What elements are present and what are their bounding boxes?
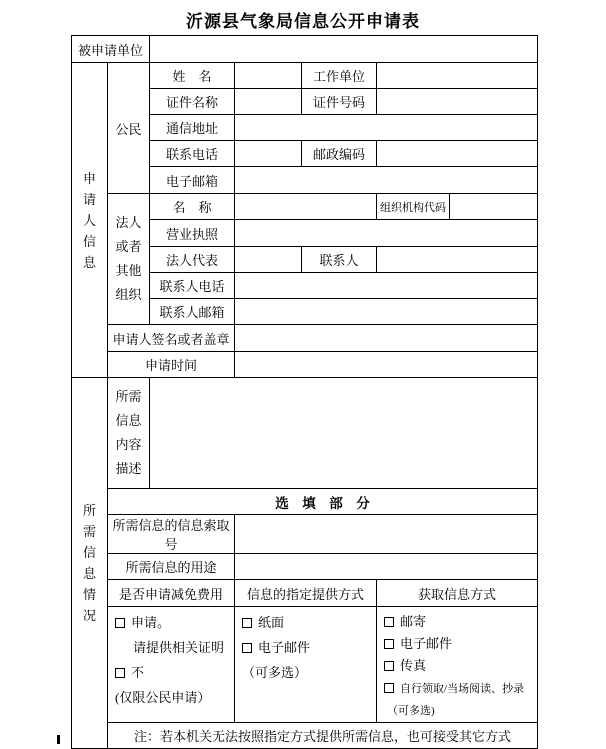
license-field[interactable] xyxy=(235,220,538,247)
cursor-caret-mark xyxy=(57,735,60,744)
description-label: 所需信息内容描述 xyxy=(108,378,150,489)
application-form-table xyxy=(71,35,538,749)
obtain-fax-checkbox[interactable] xyxy=(384,661,394,671)
description-field[interactable] xyxy=(150,378,538,489)
organization-group-label: 法人或者其他组织 xyxy=(108,194,150,325)
postcode-field[interactable] xyxy=(377,141,538,167)
obtain-self-option[interactable]: 自行领取/当场阅读、抄录 xyxy=(377,677,537,700)
contact-email-label: 联系人邮箱 xyxy=(150,299,235,325)
address-field[interactable] xyxy=(235,115,538,141)
email-label: 电子邮箱 xyxy=(150,167,235,194)
phone-field[interactable] xyxy=(235,141,302,167)
apply-time-field[interactable] xyxy=(235,352,538,378)
obtain-method-options xyxy=(377,607,538,723)
org-name-field[interactable] xyxy=(235,194,377,220)
fee-reduction-header: 是否申请减免费用 xyxy=(108,580,235,607)
contact-label: 联系人 xyxy=(302,247,377,273)
fee-proof-note: 请提供相关证明 xyxy=(133,640,225,655)
work-unit-field[interactable] xyxy=(377,63,538,89)
provide-email-checkbox[interactable] xyxy=(242,643,252,653)
obtain-mail-option[interactable]: 邮寄 xyxy=(377,611,537,633)
postcode-label: 邮政编码 xyxy=(302,141,377,167)
fee-no-checkbox[interactable] xyxy=(115,668,125,678)
fee-citizen-only-note: (仅限公民申请） xyxy=(115,690,211,705)
work-unit-label: 工作单位 xyxy=(302,63,377,89)
email-field[interactable] xyxy=(235,167,538,194)
form-note: 注：若本机关无法按照指定方式提供所需信息，也可接受其它方式 xyxy=(108,723,538,749)
provide-email-option[interactable]: 电子邮件 xyxy=(235,635,376,660)
legal-rep-field[interactable] xyxy=(235,247,302,273)
obtain-method-header: 获取信息方式 xyxy=(377,580,538,607)
applied-unit-field[interactable] xyxy=(150,36,538,63)
name-label: 姓 名 xyxy=(150,63,235,89)
provide-method-options xyxy=(235,607,377,723)
fee-apply-option[interactable]: 申请。 xyxy=(108,610,234,635)
address-label: 通信地址 xyxy=(150,115,235,141)
fee-reduction-options xyxy=(108,607,235,723)
contact-field[interactable] xyxy=(377,247,538,273)
provide-method-header: 信息的指定提供方式 xyxy=(235,580,377,607)
citizen-group-label: 公民 xyxy=(108,63,150,194)
provide-paper-option[interactable]: 纸面 xyxy=(235,610,376,635)
optional-part-title: 选 填 部 分 xyxy=(108,489,538,515)
contact-phone-label: 联系人电话 xyxy=(150,273,235,299)
retrieval-no-field[interactable] xyxy=(235,515,538,554)
cert-no-label: 证件号码 xyxy=(302,89,377,115)
obtain-multi-note: （可多选) xyxy=(387,705,435,717)
contact-phone-field[interactable] xyxy=(235,273,538,299)
org-code-label: 组织机构代码 xyxy=(377,194,450,220)
obtain-email-checkbox[interactable] xyxy=(384,639,394,649)
phone-label: 联系电话 xyxy=(150,141,235,167)
signature-label: 申请人签名或者盖章 xyxy=(108,325,235,352)
page-title: 沂源县气象局信息公开申请表 xyxy=(186,12,420,31)
required-info-section-label: 所需信息情况 xyxy=(72,378,108,749)
apply-time-label: 申请时间 xyxy=(108,352,235,378)
obtain-self-checkbox[interactable] xyxy=(384,683,394,693)
cert-name-label: 证件名称 xyxy=(150,89,235,115)
applied-unit-label: 被申请单位 xyxy=(72,36,150,63)
provide-multi-note: （可多选） xyxy=(242,665,308,680)
purpose-label: 所需信息的用途 xyxy=(108,554,235,580)
provide-paper-checkbox[interactable] xyxy=(242,618,252,628)
legal-rep-label: 法人代表 xyxy=(150,247,235,273)
purpose-field[interactable] xyxy=(235,554,538,580)
fee-no-option[interactable]: 不 xyxy=(108,660,234,685)
name-field[interactable] xyxy=(235,63,302,89)
cert-no-field[interactable] xyxy=(377,89,538,115)
fee-apply-checkbox[interactable] xyxy=(115,618,125,628)
obtain-mail-checkbox[interactable] xyxy=(384,617,394,627)
applicant-section-label: 申请人信息 xyxy=(72,63,108,378)
org-name-label: 名 称 xyxy=(150,194,235,220)
obtain-fax-option[interactable]: 传真 xyxy=(377,655,537,677)
org-code-field[interactable] xyxy=(450,194,538,220)
contact-email-field[interactable] xyxy=(235,299,538,325)
retrieval-no-label: 所需信息的信息索取号 xyxy=(108,515,235,554)
license-label: 营业执照 xyxy=(150,220,235,247)
obtain-email-option[interactable]: 电子邮件 xyxy=(377,633,537,655)
cert-name-field[interactable] xyxy=(235,89,302,115)
signature-field[interactable] xyxy=(235,325,538,352)
